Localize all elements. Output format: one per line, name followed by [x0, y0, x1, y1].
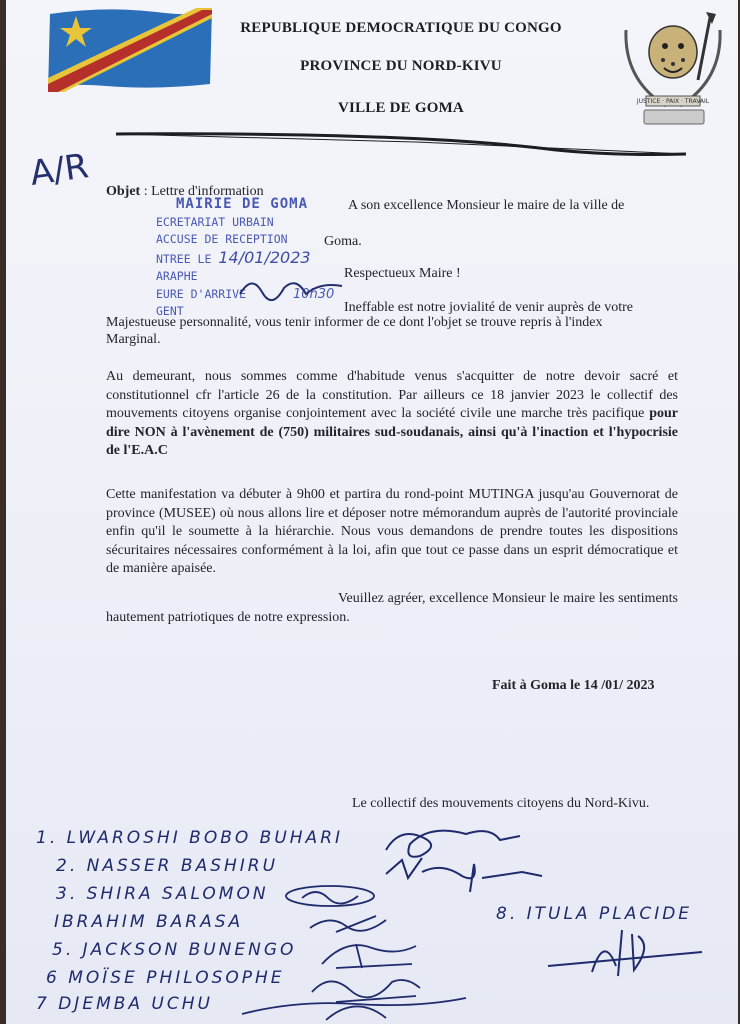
header-city: VILLE DE GOMA: [338, 100, 464, 116]
paragraph-2-bold: pour dire NON à l'avènement de (750) militaires sud-soudanais, ainsi qu'à l'inaction et l'hypocrisie de l'E.A.C: [106, 406, 678, 458]
paragraph-2: [106, 368, 678, 461]
signatory-6: 6 MOÏSE PHILOSOPHE: [46, 968, 285, 988]
paragraph-4: Veuillez agréer, excellence Monsieur le maire les sentiments hautement patriotiques de notre expression.: [106, 591, 678, 625]
drc-flag-icon: [46, 4, 214, 94]
paragraph-1-line-2: Majestueuse personnalité, vous tenir informer de ce dont l'objet se trouve repris à l'index: [106, 315, 603, 330]
salutation: Respectueux Maire !: [344, 266, 461, 281]
paragraph-3: Cette manifestation va débuter à 9h00 et partira du rond-point MUTINGA jusqu'au Gouvernorat de province (MUSEE) où nous allons lire et déposer notre mémorandum auprès de l'autorité provinciale enfin qu'il le soumette à la hiérarchie. Nous vous demandons de prendre toutes les dispositions sécuritaires nécessaires conformément à la loi, afin que tout ce passe dans un esprit démocratique et de manière apaisée.: [106, 487, 678, 576]
document-page: [6, 0, 738, 1024]
header-province: PROVINCE DU NORD-KIVU: [300, 58, 502, 74]
object-separator: :: [140, 184, 152, 199]
signatory-1: 1. LWAROSHI BOBO BUHARI: [36, 828, 344, 848]
signature-2-icon: [382, 848, 552, 894]
recipient-line-2: Goma.: [324, 234, 362, 249]
signature-8-icon: [542, 926, 712, 980]
signatory-2: 2. NASSER BASHIRU: [56, 856, 279, 876]
margin-note: A/R: [27, 146, 91, 194]
stamp-arrival-label: EURE D'ARRIVE: [156, 286, 247, 301]
signature-3-icon: [282, 882, 382, 910]
recipient-line-1: A son excellence Monsieur le maire de la ville de: [348, 198, 625, 213]
stamp-time: 10h30: [292, 286, 335, 302]
stamp-entry-row: [156, 249, 346, 269]
emblem-motto: JUSTICE · PAIX · TRAVAIL: [636, 98, 710, 105]
object-label: Objet: [106, 184, 141, 199]
signatory-8: 8. ITULA PLACIDE: [496, 904, 693, 924]
signatory-3: 3. SHIRA SALOMON: [56, 884, 269, 904]
signatory-7: 7 DJEMBA UCHU: [36, 994, 213, 1014]
stamp-title: MAIRIE DE GOMA: [176, 196, 309, 212]
stamp-signature-icon: [236, 272, 346, 302]
stamp-receipt: ACCUSE DE RECEPTION: [156, 232, 288, 246]
header-divider: [116, 128, 686, 164]
paragraph-1-line-1: Ineffable est notre jovialité de venir auprès de votre: [344, 300, 633, 315]
paragraph-1-line-3: Marginal.: [106, 332, 161, 347]
place-date: Fait à Goma le 14 /01/ 2023: [492, 678, 655, 693]
signatory-4: IBRAHIM BARASA: [54, 912, 244, 932]
stamp-date: 14/01/2023: [218, 247, 311, 267]
stamp-paraphe: ARAPHE: [156, 269, 198, 283]
stamp-agent: GENT: [156, 304, 184, 318]
signature-7-icon: [236, 990, 476, 1024]
signature-4-icon: [306, 908, 396, 936]
paragraph-2-text: Au demeurant, nous sommes comme d'habitude venus s'acquitter de notre devoir sacré et constitutionnel cfr l'article 26 de la constitution. Par ailleurs ce 18 janvier 2023 le collectif des mouvements citoyens organise conjointement avec la société civile une marche très pacifique: [106, 369, 678, 421]
coat-of-arms-icon: [618, 10, 728, 128]
header-country: REPUBLIQUE DEMOCRATIQUE DU CONGO: [240, 20, 562, 36]
object-text: Lettre d'information: [151, 184, 264, 199]
collective-name: Le collectif des mouvements citoyens du Nord-Kivu.: [352, 796, 650, 811]
stamp-entry-label: NTREE LE: [156, 251, 212, 266]
signatory-5: 5. JACKSON BUNENGO: [52, 940, 297, 960]
stamp-secretariat: ECRETARIAT URBAIN: [156, 214, 274, 229]
